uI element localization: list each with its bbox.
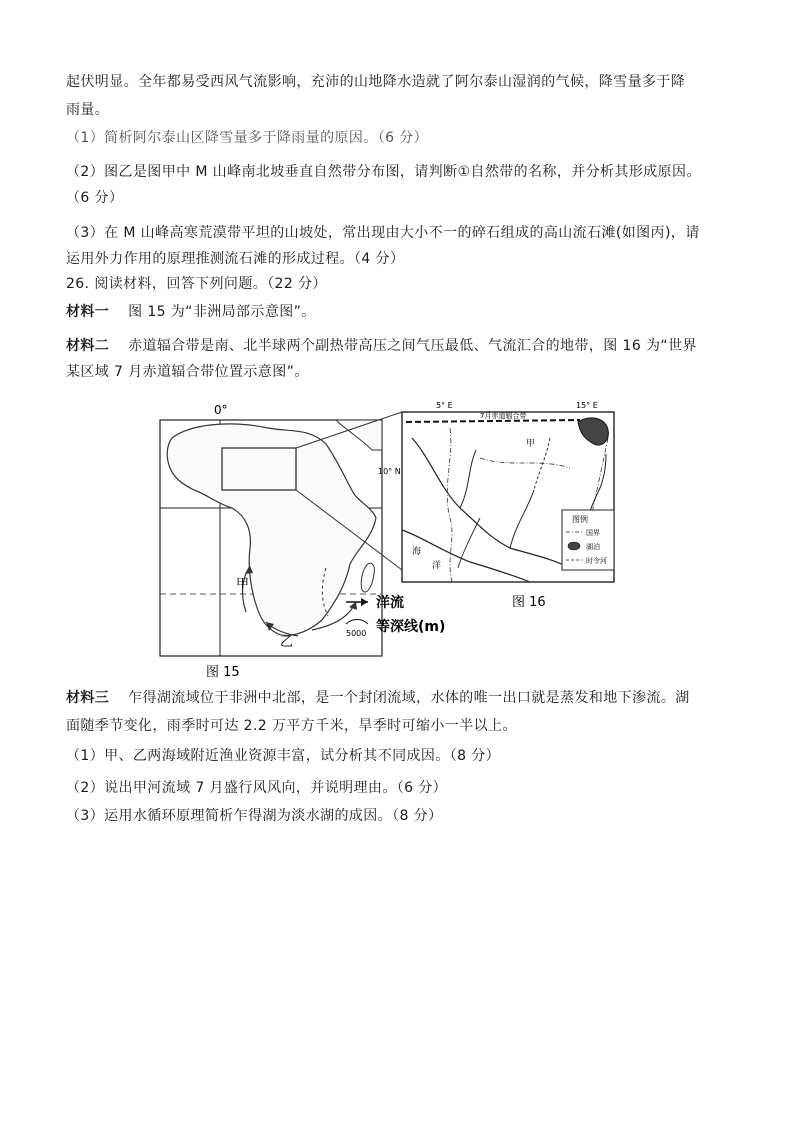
fig16-lat: 10° N xyxy=(378,467,401,476)
legend-isobath-value: 5000 xyxy=(346,629,367,638)
fig16-coast xyxy=(402,530,530,582)
fig16-itcz-line xyxy=(406,420,580,422)
fig16-legend-lake-swatch xyxy=(568,542,580,550)
legend-isobath-line xyxy=(346,620,368,625)
fig15-meridian-label: 0° xyxy=(214,403,228,417)
question-25-2: （2）图乙是图甲中 M 山峰南北坡垂直自然带分布图，请判断①自然带的名称，并分析其形成原因。 xyxy=(66,164,701,180)
fig16-border-2 xyxy=(480,458,570,468)
fig15-africa-outline xyxy=(167,424,376,636)
material-3-label: 材料三 xyxy=(66,690,110,706)
fig16-river-trib-2 xyxy=(510,490,534,548)
fig16-seasonal-river xyxy=(534,438,550,490)
fig15-current-east-arrow xyxy=(349,602,357,610)
fig16-lon-right: 15° E xyxy=(576,401,598,410)
question-26-2: （2）说出甲河流域 7 月盛行风风向，并说明理由。（6 分） xyxy=(66,780,448,796)
fig16-legend-lake: 湖泊 xyxy=(586,543,600,551)
fig15-label-yi: 乙 xyxy=(280,635,294,650)
fig16-caption: 图 16 xyxy=(512,595,546,610)
material-3-cont: 面随季节变化，雨季时可达 2.2 万平方千米，旱季时可缩小一半以上。 xyxy=(66,718,517,734)
fig15-label-jia: 甲 xyxy=(236,577,250,592)
text-line: 雨量。 xyxy=(66,102,110,118)
fig16-border-1 xyxy=(447,428,452,582)
legend-current-label: 洋流 xyxy=(376,595,404,611)
fig16-label-jia: 甲 xyxy=(526,439,536,449)
material-1 xyxy=(66,302,746,322)
question-25-3: （3）在 M 山峰高寒荒漠带平坦的山坡处，常出现由大小不一的碎石组成的高山流石滩(如图丙)，请 xyxy=(66,225,700,241)
fig15-caption: 图 15 xyxy=(206,665,240,680)
material-3 xyxy=(66,688,746,708)
fig16-river-south xyxy=(458,518,480,568)
fig15-arabia xyxy=(336,420,382,450)
fig-leader-top xyxy=(296,412,402,448)
legend-current-arrow xyxy=(361,598,368,606)
question-25-3-cont: 运用外力作用的原理推测流石滩的形成过程。（4 分） xyxy=(66,251,405,267)
question-26-3: （3）运用水循环原理简析乍得湖为淡水湖的成因。（8 分） xyxy=(66,808,443,824)
text-line: 起伏明显。全年都易受西风气流影响，充沛的山地降水造就了阿尔泰山湿润的气候，降雪量多于降 xyxy=(66,74,686,90)
material-2-label: 材料二 xyxy=(66,338,110,354)
fig16-lake xyxy=(578,418,608,445)
material-2-text: 赤道辐合带是南、北半球两个副热带高压之间气压最低、气流汇合的地带，图 16 为“世界 xyxy=(128,338,697,354)
material-2-cont: 某区域 7 月赤道辐合带位置示意图”。 xyxy=(66,364,309,380)
material-1-text: 图 15 为“非洲局部示意图”。 xyxy=(128,304,316,320)
fig16-lon-left: 5° E xyxy=(436,401,453,410)
question-26-1: （1）甲、乙两海域附近渔业资源丰富，试分析其不同成因。（8 分） xyxy=(66,748,501,764)
material-1-label: 材料一 xyxy=(66,304,110,320)
question-25-2-cont: （6 分） xyxy=(66,190,124,206)
fig16-sea-2: 洋 xyxy=(432,561,442,571)
fig16-sea-1: 海 xyxy=(412,547,422,557)
fig16-river-main xyxy=(412,438,570,568)
material-2 xyxy=(66,336,746,356)
figures-15-16 xyxy=(150,398,750,688)
fig16-legend-title: 图例 xyxy=(572,515,588,524)
material-3-text: 乍得湖流域位于非洲中北部，是一个封闭流域，水体的唯一出口就是蒸发和地下渗流。湖 xyxy=(128,690,690,706)
fig16-itcz-label: 7月赤道辐合带 xyxy=(480,412,527,420)
question-26-heading: 26. 阅读材料，回答下列问题。（22 分） xyxy=(66,276,327,292)
question-25-1: （1）简析阿尔泰山区降雪量多于降雨量的原因。（6 分） xyxy=(66,130,429,146)
legend-isobath-label: 等深线(m) xyxy=(376,619,446,635)
fig16-legend-border: 国界 xyxy=(586,529,600,537)
fig15-madagascar xyxy=(361,563,374,592)
fig16-legend-seasonal: 时令河 xyxy=(586,557,607,565)
fig16-river-trib-1 xyxy=(460,450,476,508)
